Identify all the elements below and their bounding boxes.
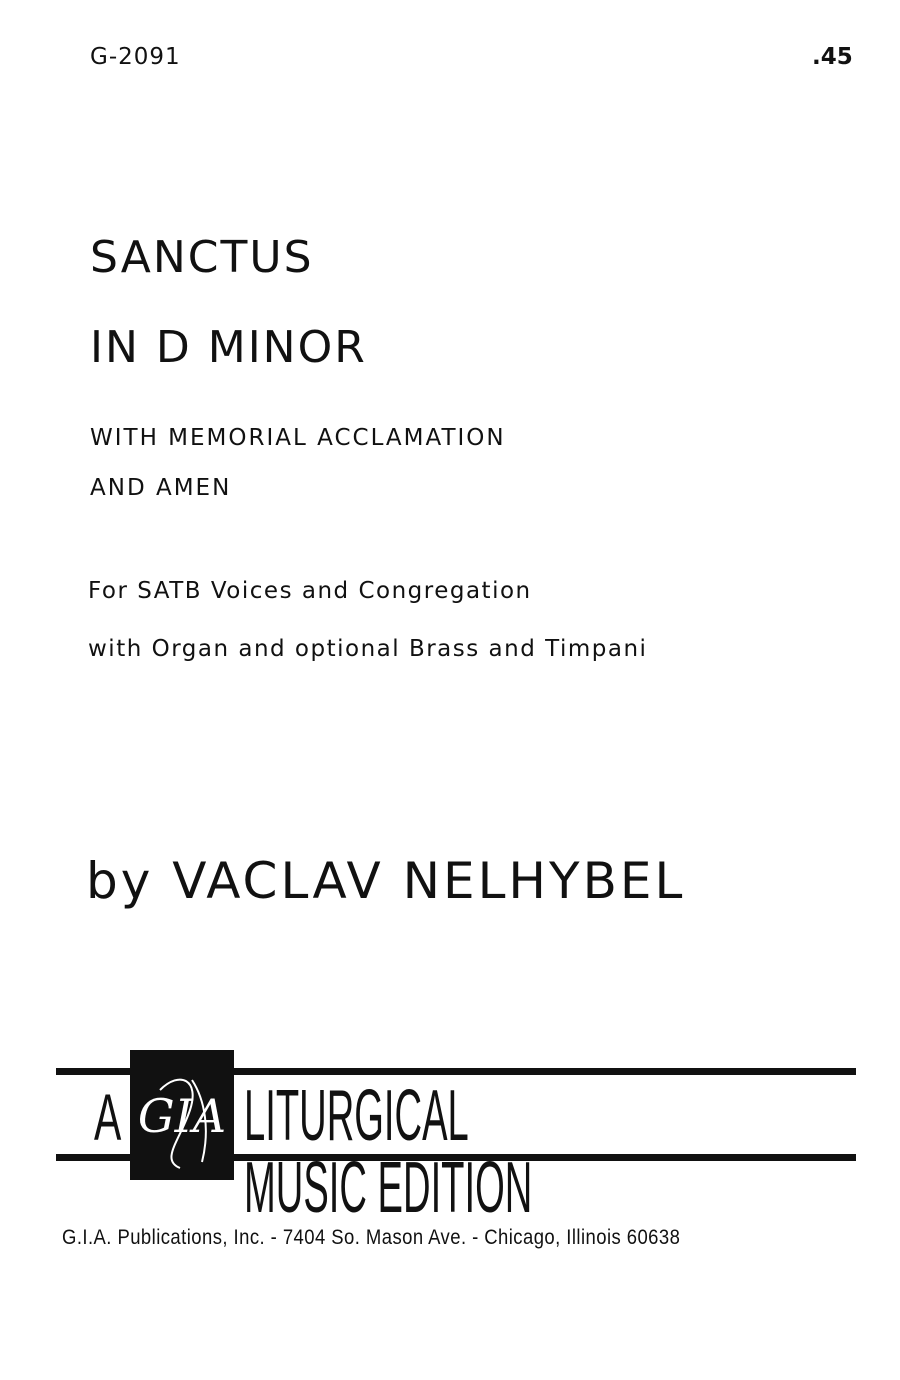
banner-prefix: A — [94, 1080, 122, 1154]
scoring-line-2: with Organ and optional Brass and Timpani — [88, 636, 648, 662]
series-banner — [56, 1050, 856, 1228]
gia-logo-icon — [130, 1050, 234, 1180]
composer: by VACLAV NELHYBEL — [86, 852, 686, 910]
title-line-1: SANCTUS — [90, 232, 314, 283]
title-line-2: IN D MINOR — [90, 322, 367, 373]
scoring-line-1: For SATB Voices and Congregation — [88, 578, 532, 604]
gia-logo — [130, 1050, 234, 1180]
logo-lettering: GIA — [137, 1089, 227, 1143]
series-name: LITURGICAL MUSIC EDITION — [244, 1076, 533, 1228]
price: .45 — [812, 44, 853, 70]
catalog-number: G-2091 — [90, 44, 181, 70]
publisher-info: G.I.A. Publications, Inc. - 7404 So. Mason Ave. - Chicago, Illinois 60638 — [62, 1226, 681, 1249]
subtitle-line-1: WITH MEMORIAL ACCLAMATION — [90, 425, 506, 451]
subtitle-line-2: AND AMEN — [90, 475, 232, 501]
